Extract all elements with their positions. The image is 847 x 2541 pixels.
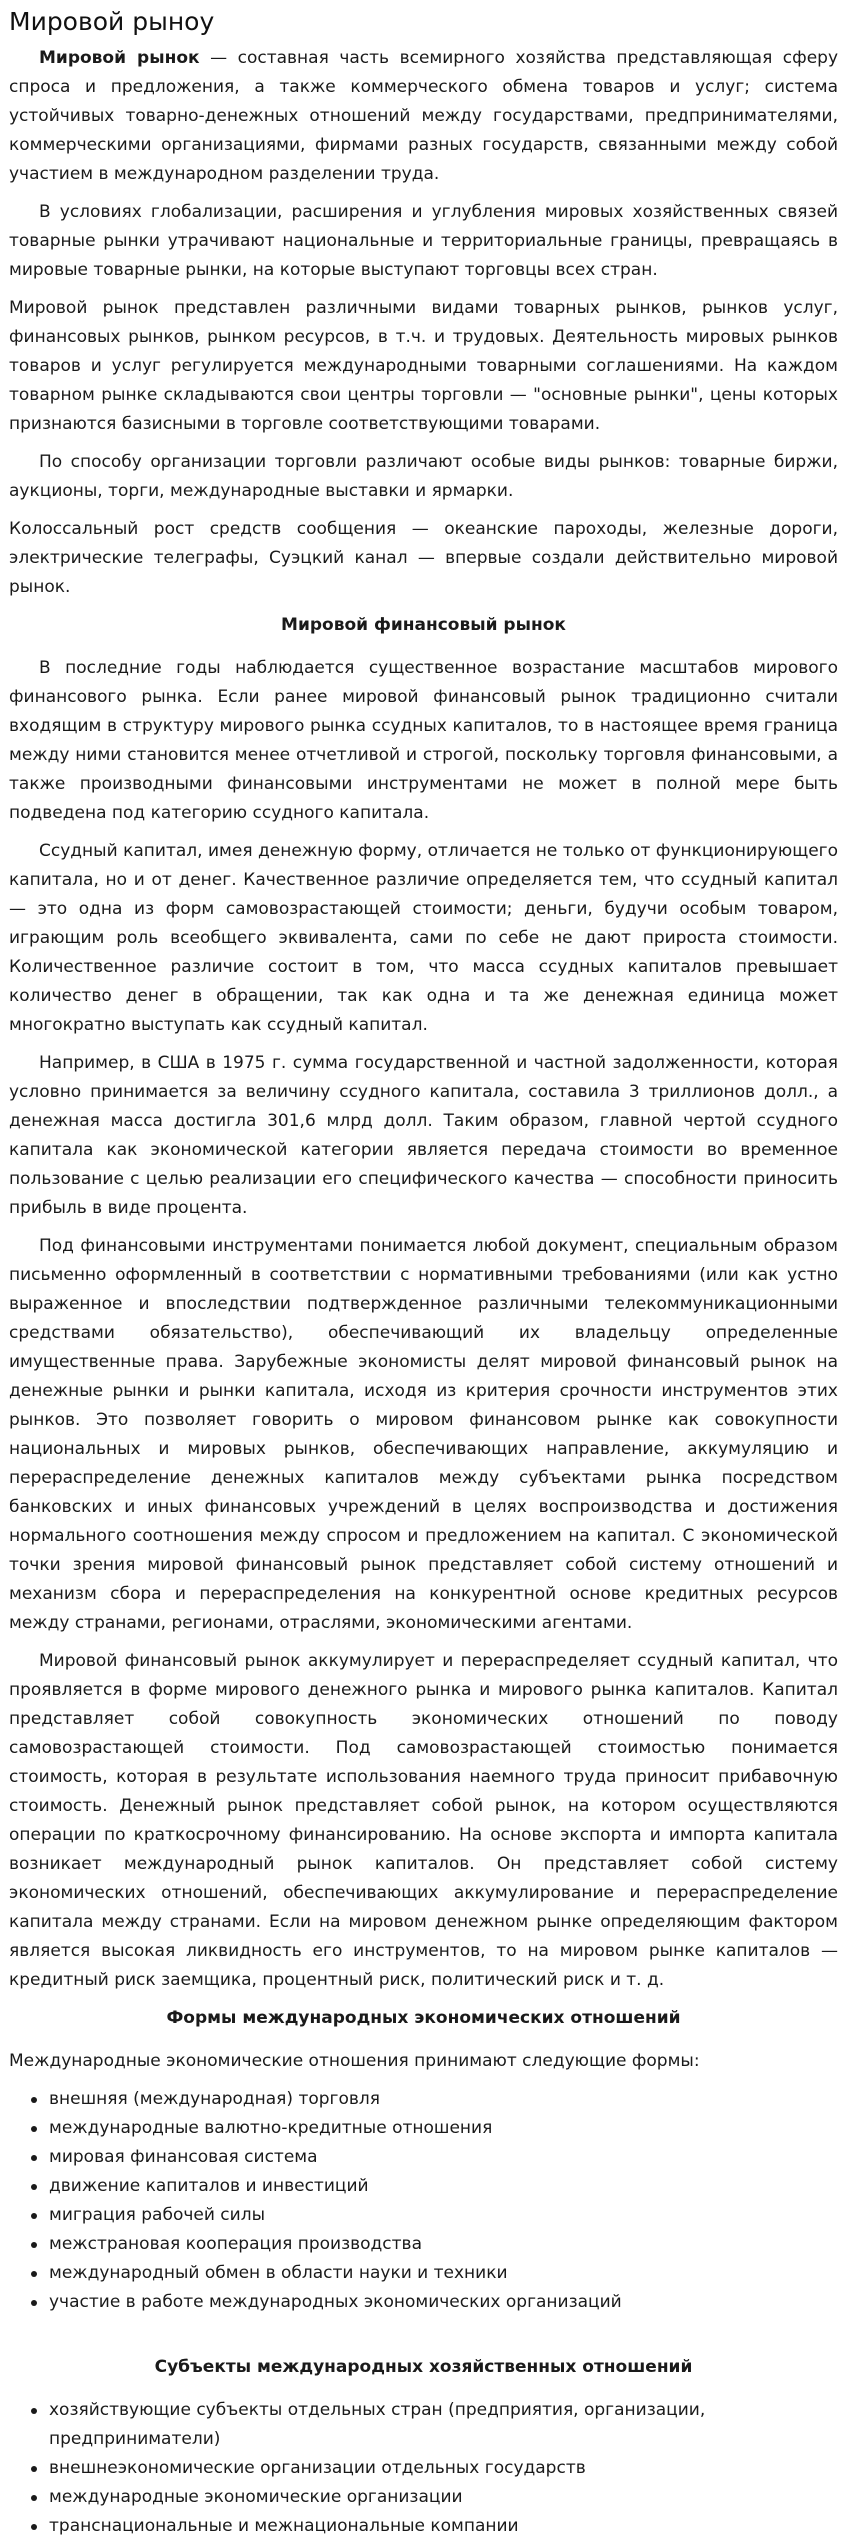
section-heading-forms: Формы международных экономических отношений	[166, 2008, 681, 2028]
bullet-icon	[31, 2242, 37, 2248]
bullet-icon	[31, 2126, 37, 2132]
list-item	[9, 2512, 838, 2541]
list-item	[9, 2172, 838, 2201]
list-item	[9, 2114, 838, 2143]
bullet-icon	[31, 2524, 37, 2530]
paragraph: Ссудный капитал, имея денежную форму, отличается не только от функционирующего капитала, но и от денег. Качественное различие определяется тем, что ссудный капитал — это одна из форм самовозрастающей стоимости; деньги, будучи особым товаром, играющим роль всеобщего эквивалента, сами по себе не дают прироста стоимости. Количественное различие состоит в том, что масса ссудных капиталов превышает количество денег в обращении, так как одна и та же денежная единица может многократно выступать как ссудный капитал.	[9, 841, 838, 1035]
bullet-icon	[31, 2097, 37, 2103]
list-item	[9, 2454, 838, 2483]
list-item-text: межстрановая кооперация производства	[49, 2234, 422, 2254]
list-item-text: международные валютно-кредитные отношения	[49, 2118, 493, 2138]
list-item-text: международный обмен в области науки и техники	[49, 2263, 508, 2283]
list-item	[9, 2288, 838, 2317]
list-item	[9, 2201, 838, 2230]
forms-lead: Международные экономические отношения принимают следующие формы:	[9, 2051, 700, 2071]
paragraph: В последние годы наблюдается существенное возрастание масштабов мирового финансового рынка. Если ранее мировой финансовый рынок традиционно считали входящим в структуру мирового рынка ссудных капиталов, то в настоящее время граница между ними становится менее отчетливой и строгой, поскольку торговля финансовыми, а также производными финансовыми инструментами не может в полной мере быть подведена под категорию ссудного капитала.	[9, 658, 838, 823]
bullet-icon	[31, 2271, 37, 2277]
bullet-icon	[31, 2466, 37, 2472]
list-item	[9, 2230, 838, 2259]
page-title: Мировой рыноу	[9, 7, 215, 36]
bullet-icon	[31, 2300, 37, 2306]
paragraph: Мировой рынок представлен различными видами товарных рынков, рынков услуг, финансовых рынков, рынком ресурсов, в т.ч. и трудовых. Деятельность мировых рынков товаров и услуг регулируется международными товарными соглашениями. На каждом товарном рынке складываются свои центры торговли — "основные рынки", цены которых признаются базисными в торговле соответствующими товарами.	[9, 298, 838, 434]
paragraph: Мировой финансовый рынок аккумулирует и перераспределяет ссудный капитал, что проявляется в форме мирового денежного рынка и мирового рынка капиталов. Капитал представляет собой совокупность экономических отношений по поводу самовозрастающей стоимости. Под самовозрастающей стоимостью понимается стоимость, которая в результате использования наемного труда приносит прибавочную стоимость. Денежный рынок представляет собой рынок, на котором осуществляются операции по краткосрочному финансированию. На основе экспорта и импорта капитала возникает международный рынок капиталов. Он представляет собой систему экономических отношений, обеспечивающих аккумулирование и перераспределение капитала между странами. Если на мировом денежном рынке определяющим фактором является высокая ликвидность его инструментов, то на мировом рынке капиталов — кредитный риск заемщика, процентный риск, политический риск и т. д.	[9, 1651, 838, 1990]
list-item-text: внешнеэкономические организации отдельных государств	[49, 2458, 586, 2478]
paragraph: По способу организации торговли различают особые виды рынков: товарные биржи, аукционы, торги, международные выставки и ярмарки.	[9, 452, 838, 501]
paragraph: Под финансовыми инструментами понимается любой документ, специальным образом письменно оформленный в соответствии с нормативными требованиями (или как устно выраженное и впоследствии подтвержденное различными телекоммуникационными средствами обязательство), обеспечивающий их владельцу определенные имущественные права. Зарубежные экономисты делят мировой финансовый рынок на денежные рынки и рынки капитала, исходя из критерия срочности инструментов этих рынков. Это позволяет говорить о мировом финансовом рынке как совокупности национальных и мировых рынков, обеспечивающих направление, аккумуляцию и перераспределение денежных капиталов между субъектами рынка посредством банковских и иных финансовых учреждений в целях воспроизводства и достижения нормального соотношения между спросом и предложением на капитал. С экономической точки зрения мировой финансовый рынок представляет собой систему отношений и механизм сбора и перераспределения на конкурентной основе кредитных ресурсов между странами, регионами, отраслями, экономическими агентами.	[9, 1236, 838, 1633]
section-heading-subjects: Субъекты международных хозяйственных отношений	[154, 2357, 693, 2377]
list-item-text: движение капиталов и инвестиций	[49, 2176, 369, 2196]
list-item-text: миграция рабочей силы	[49, 2205, 265, 2225]
bullet-icon	[31, 2495, 37, 2501]
bullet-icon	[31, 2155, 37, 2161]
intro-text: — составная часть всемирного хозяйства представляющая сферу спроса и предложения, а также коммерческого обмена товаров и услуг; система устойчивых товарно-денежных отношений между государствами, предпринимателями, коммерческими организациями, фирмами разных государств, связанными между собой участием в международном разделении труда.	[9, 48, 839, 184]
list-item	[9, 2143, 838, 2172]
list-item	[9, 2483, 838, 2512]
list-item-text: международные экономические организации	[49, 2487, 463, 2507]
list-item-text: транснациональные и межнациональные компании	[49, 2516, 519, 2536]
list-item	[9, 2396, 838, 2454]
list-item-text: внешняя (международная) торговля	[49, 2089, 380, 2109]
forms-list	[9, 2085, 838, 2317]
list-item-text: участие в работе международных экономических организаций	[49, 2292, 622, 2312]
list-item	[9, 2085, 838, 2114]
section-heading-finance: Мировой финансовый рынок	[281, 615, 566, 635]
bullet-icon	[31, 2213, 37, 2219]
intro-term: Мировой рынок	[39, 48, 200, 68]
paragraph: Колоссальный рост средств сообщения — океанские пароходы, железные дороги, электрические телеграфы, Суэцкий канал — впервые создали действительно мировой рынок.	[9, 519, 838, 597]
subjects-list	[9, 2396, 838, 2541]
article	[0, 6, 847, 2541]
paragraph: Например, в США в 1975 г. сумма государственной и частной задолженности, которая условно принимается за величину ссудного капитала, составила 3 триллионов долл., а денежная масса достигла 301,6 млрд долл. Таким образом, главной чертой ссудного капитала как экономической категории является передача стоимости во временное пользование с целью реализации его специфического качества — способности приносить прибыль в виде процента.	[9, 1053, 838, 1218]
bullet-icon	[31, 2408, 37, 2414]
list-item-text: мировая финансовая система	[49, 2147, 318, 2167]
bullet-icon	[31, 2184, 37, 2190]
list-item-text: хозяйствующие субъекты отдельных стран (предприятия, организации, предприниматели)	[49, 2400, 706, 2449]
list-item	[9, 2259, 838, 2288]
paragraph: В условиях глобализации, расширения и углубления мировых хозяйственных связей товарные рынки утрачивают национальные и территориальные границы, превращаясь в мировые товарные рынки, на которые выступают торговцы всех стран.	[9, 202, 838, 280]
intro-paragraph	[9, 44, 838, 189]
